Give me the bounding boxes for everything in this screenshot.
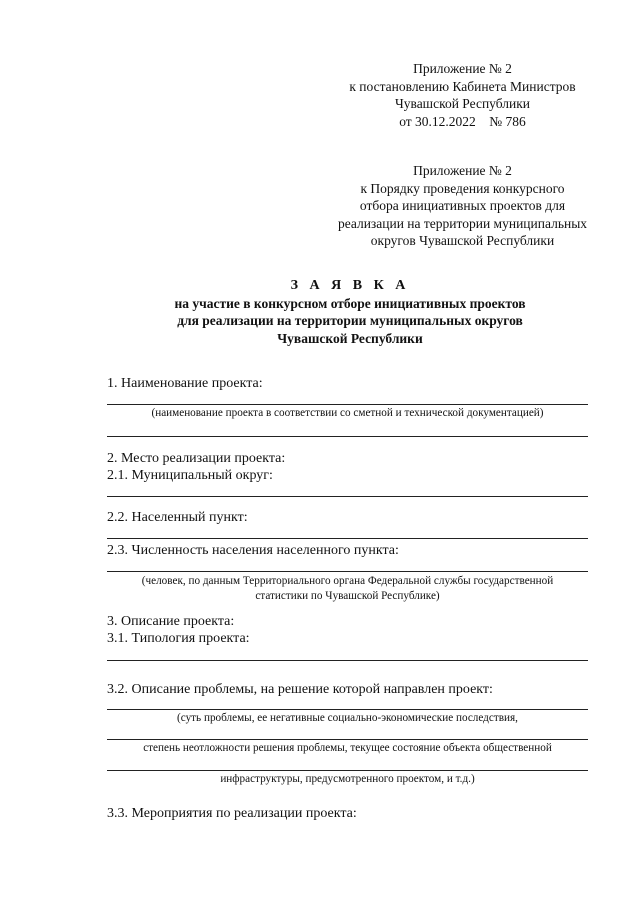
- document-title: [110, 277, 590, 347]
- population-note-line: статистики по Чувашской Республике): [255, 590, 440, 602]
- appendix-line: отбора инициативных проектов для: [359, 198, 566, 213]
- title-heading: З А Я В К А: [290, 278, 410, 293]
- section-2-3-label: 2.3. Численность населения населенного пункта:: [107, 543, 399, 558]
- project-name-note: (наименование проекта в соответствии со сметной и технической документацией): [151, 407, 544, 419]
- municipal-district-field[interactable]: [107, 496, 588, 497]
- title-line: на участие в конкурсном отборе инициативных проектов: [174, 295, 526, 311]
- appendix-line: округов Чувашской Республики: [370, 233, 555, 248]
- appendix-line: от 30.12.2022 № 786: [399, 113, 526, 129]
- appendix-procedure: [330, 162, 595, 250]
- appendix-line: реализации на территории муниципальных: [337, 215, 588, 231]
- section-3-1-label: 3.1. Типология проекта:: [107, 631, 250, 646]
- population-note: [107, 574, 588, 604]
- typology-field[interactable]: [107, 660, 588, 661]
- appendix-line: к постановлению Кабинета Министров: [349, 78, 576, 94]
- problem-description-field-3[interactable]: [107, 770, 588, 771]
- appendix-line: к Порядку проведения конкурсного: [360, 180, 565, 196]
- section-3-3-label: 3.3. Мероприятия по реализации проекта:: [107, 806, 357, 821]
- appendix-line: Приложение № 2: [413, 61, 512, 76]
- section-1-label: 1. Наименование проекта:: [107, 376, 263, 391]
- problem-note-2: степень неотложности решения проблемы, текущее состояние объекта общественной: [143, 742, 552, 754]
- problem-description-field[interactable]: [107, 709, 588, 710]
- problem-description-field-2[interactable]: [107, 739, 588, 740]
- appendix-resolution: [330, 60, 595, 130]
- section-2-label: 2. Место реализации проекта:: [107, 451, 286, 466]
- problem-note-3: инфраструктуры, предусмотренного проектом, и т.д.): [220, 773, 475, 785]
- appendix-line: Чувашской Республики: [394, 96, 531, 111]
- project-name-field[interactable]: [107, 404, 588, 405]
- population-note-line: (человек, по данным Территориального органа Федеральной службы государственной: [141, 575, 554, 587]
- section-2-1-label: 2.1. Муниципальный округ:: [107, 468, 273, 483]
- section-3-label: 3. Описание проекта:: [107, 614, 235, 629]
- section-2-2-label: 2.2. Населенный пункт:: [107, 510, 248, 525]
- section-3-2-label: 3.2. Описание проблемы, на решение которой направлен проект:: [107, 682, 493, 697]
- title-line: для реализации на территории муниципальных округов: [177, 313, 523, 328]
- population-field[interactable]: [107, 571, 588, 572]
- title-line: Чувашской Республики: [277, 330, 423, 346]
- appendix-line: Приложение № 2: [413, 163, 512, 178]
- settlement-field[interactable]: [107, 538, 588, 539]
- project-name-field-2[interactable]: [107, 436, 588, 437]
- problem-note-1: (суть проблемы, ее негативные социально-экономические последствия,: [177, 712, 518, 724]
